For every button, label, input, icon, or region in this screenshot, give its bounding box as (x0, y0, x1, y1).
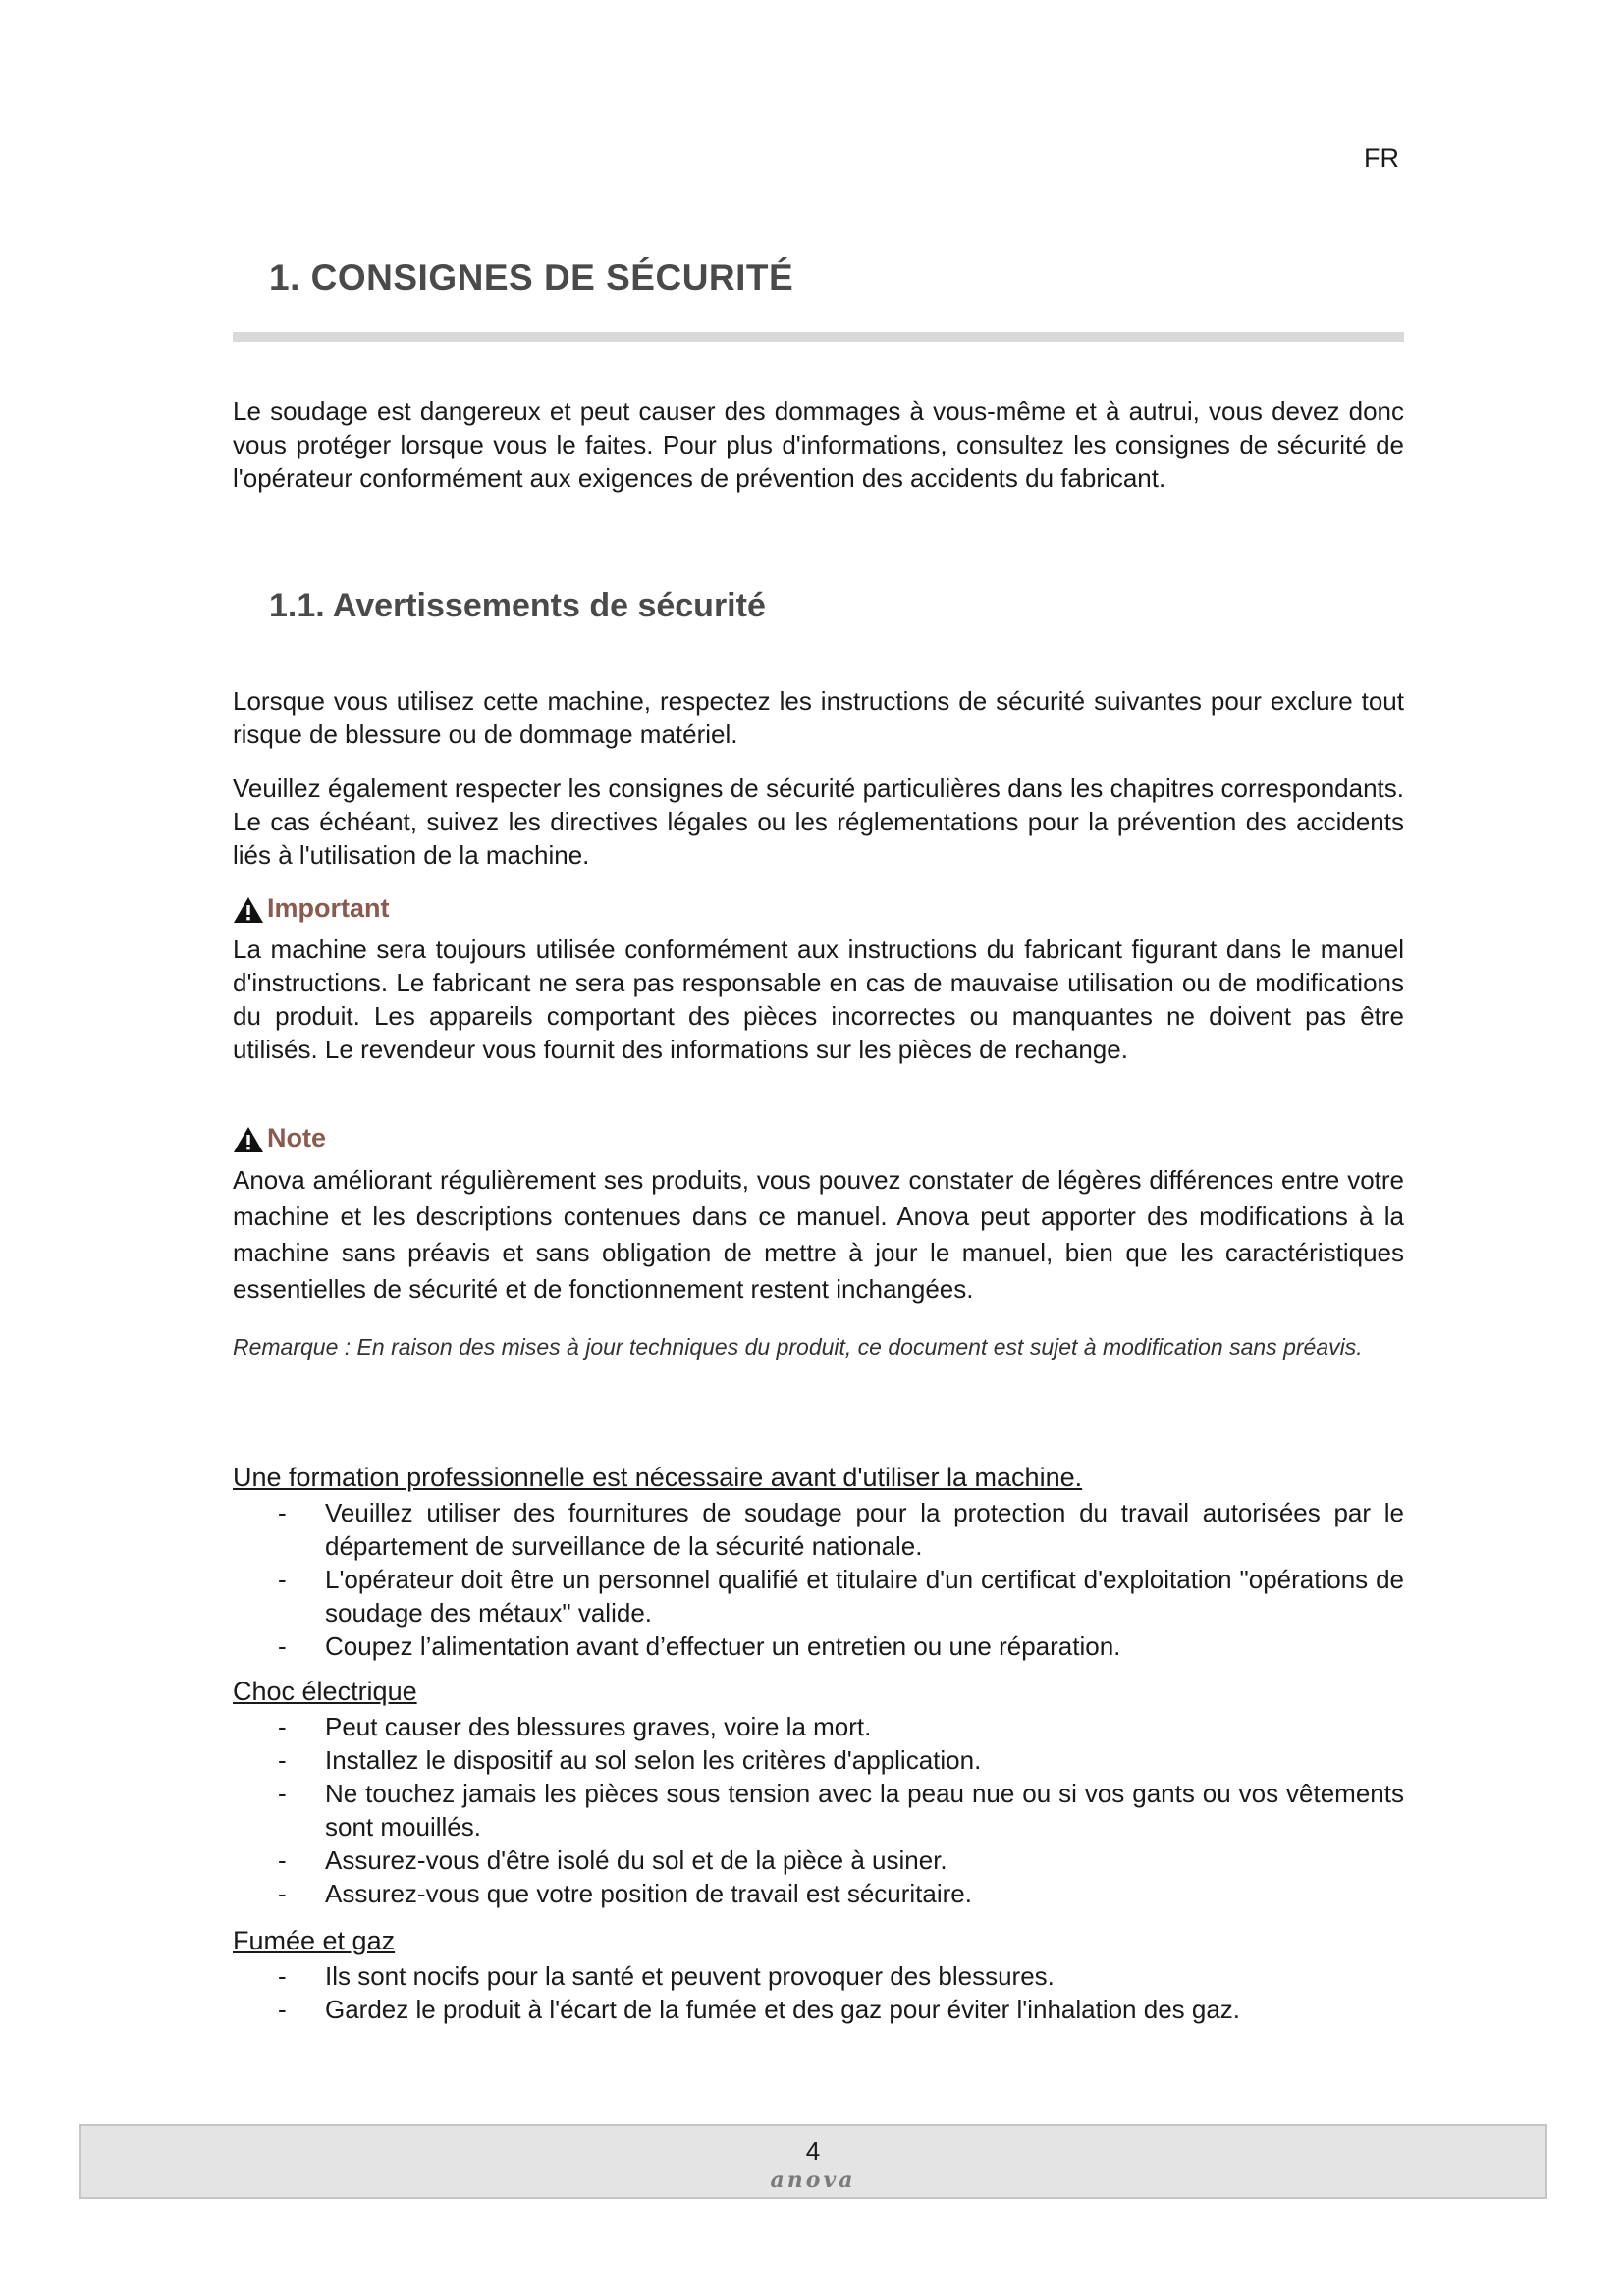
formation-list (233, 1496, 1404, 1663)
electric-shock-list (233, 1710, 1404, 1910)
list-item: - Ils sont nocifs pour la santé et peuvent provoquer des blessures. (278, 1961, 1055, 1991)
warning-icon (233, 896, 264, 924)
note-text: Anova améliorant régulièrement ses produits, vous pouvez constater de légères différences entre votre machine et les descriptions contenues dans ce manuel. Anova peut apporter des modifications à la machine sans préavis et sans obligation de mettre à jour le manuel, bien que les caractéristiques essentielles de sécurité et de fonctionnement restent inchangées. (233, 1165, 1404, 1304)
important-heading (233, 893, 390, 924)
note-title: Note (267, 1123, 326, 1152)
list-item: - Installez le dispositif au sol selon les critères d'application. (278, 1745, 982, 1775)
warning-icon (233, 1126, 264, 1153)
list-item: - Assurez-vous que votre position de travail est sécuritaire. (278, 1879, 972, 1908)
remark-text: Remarque : En raison des mises à jour techniques du produit, ce document est sujet à modification sans préavis. (233, 1334, 1363, 1360)
language-label: FR (1364, 143, 1399, 173)
list-item: - Peut causer des blessures graves, voire la mort. (278, 1712, 872, 1741)
list-item: - Veuillez utiliser des fournitures de soudage pour la protection du travail autorisées par le département de surveillance de la sécurité nationale. (278, 1498, 1404, 1561)
list-item: - Ne touchez jamais les pièces sous tension avec la peau nue ou si vos gants ou vos vêtements sont mouillés. (278, 1779, 1404, 1842)
list-item: - Assurez-vous d'être isolé du sol et de la pièce à usiner. (278, 1845, 947, 1875)
list-item: - Gardez le produit à l'écart de la fumée et des gaz pour éviter l'inhalation des gaz. (278, 1995, 1241, 2024)
smoke-gas-heading: Fumée et gaz (233, 1926, 396, 1955)
warning-paragraph-2: Veuillez également respecter les consignes de sécurité particulières dans les chapitres correspondants. Le cas échéant, suivez les directives légales ou les réglementations pour la prévention des accidents liés à l'utilisation de la machine. (233, 774, 1404, 870)
intro-paragraph: Le soudage est dangereux et peut causer des dommages à vous-même et à autrui, vous devez donc vous protéger lorsque vous le faites. Pour plus d'informations, consultez les consignes de sécurité de l'opérateur conformément aux exigences de prévention des accidents du fabricant. (233, 397, 1404, 493)
formation-heading: Une formation professionnelle est nécessaire avant d'utiliser la machine. (233, 1463, 1083, 1492)
list-item: - L'opérateur doit être un personnel qualifié et titulaire d'un certificat d'exploitation "opérations de soudage des métaux" valide. (278, 1565, 1404, 1628)
page-number: 4 (805, 2136, 821, 2165)
note-heading (233, 1123, 326, 1153)
electric-shock-heading: Choc électrique (233, 1677, 417, 1706)
warning-paragraph-1: Lorsque vous utilisez cette machine, respectez les instructions de sécurité suivantes pour exclure tout risque de blessure ou de dommage matériel. (233, 686, 1404, 749)
smoke-gas-list (233, 1959, 1404, 2026)
important-text: La machine sera toujours utilisée conformément aux instructions du fabricant figurant dans le manuel d'instructions. Le fabricant ne sera pas responsable en cas de mauvaise utilisation ou de modifications du produit. Les appareils comportant des pièces incorrectes ou manquantes ne doivent pas être utilisés. Le revendeur vous fournit des informations sur les pièces de rechange. (233, 934, 1404, 1064)
important-title: Important (267, 893, 390, 923)
section-title: 1. CONSIGNES DE SÉCURITÉ (269, 257, 794, 297)
subsection-title: 1.1. Avertissements de sécurité (269, 587, 766, 624)
page-footer (79, 2124, 1547, 2199)
brand-logo: anova (770, 2167, 856, 2193)
list-item: - Coupez l’alimentation avant d’effectuer un entretien ou une réparation. (278, 1631, 1121, 1661)
title-divider (233, 332, 1404, 342)
